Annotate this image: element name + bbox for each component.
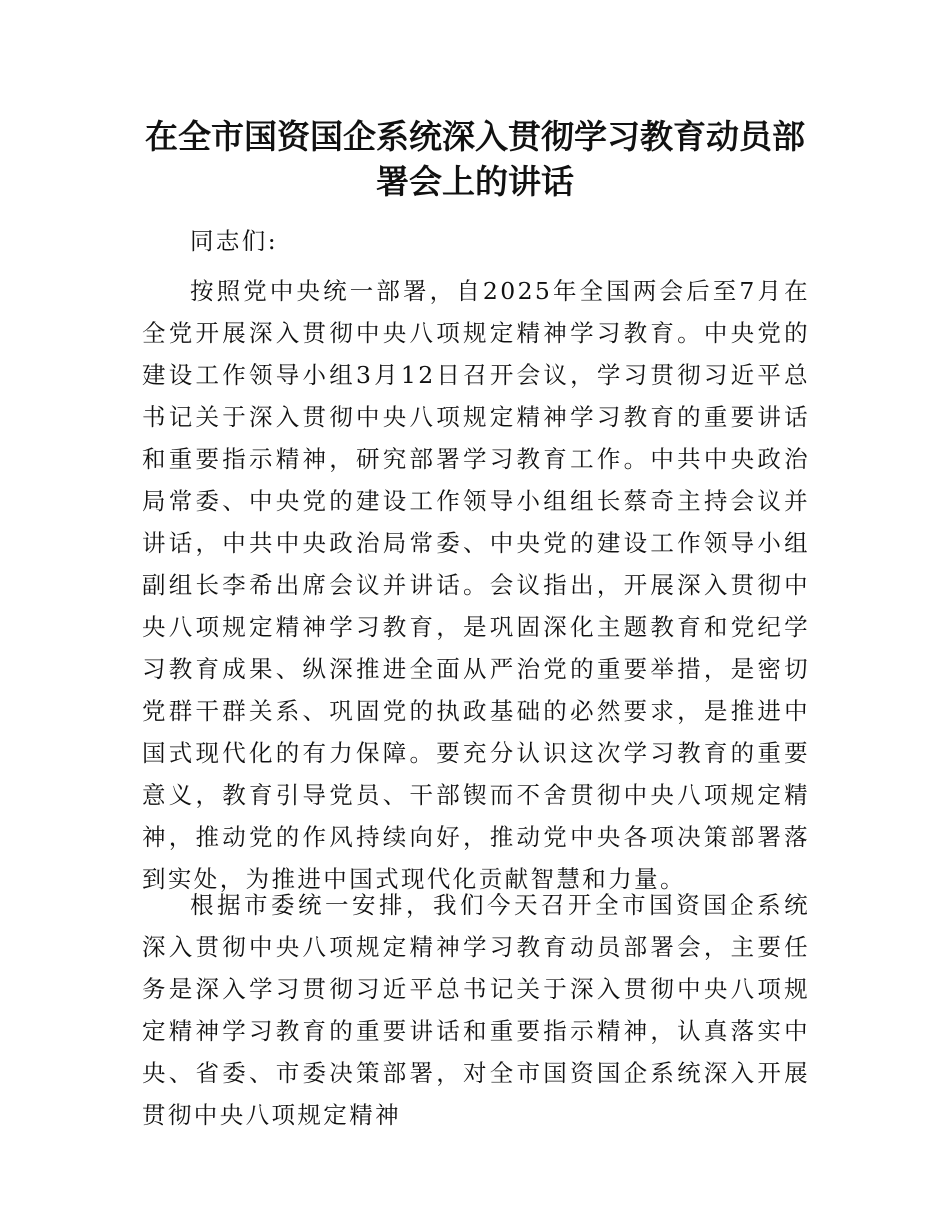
greeting: 同志们:: [190, 227, 279, 255]
document-title: 在全市国资国企系统深入贯彻学习教育动员部署会上的讲话: [145, 117, 805, 201]
paragraph-2: 根据市委统一安排，我们今天召开全市国资国企系统深入贯彻中央八项规定精神学习教育动员部署会，主要任务是深入学习贯彻习近平总书记关于深入贯彻中央八项规定精神学习教育的重要讲话和重要指示精神，认真落实中央、省委、市委决策部署，对全市国资国企系统深入开展贯彻中央八项规定精神: [142, 891, 810, 1129]
paragraph-1: 按照党中央统一部署，自2025年全国两会后至7月在全党开展深入贯彻中央八项规定精神学习教育。中央党的建设工作领导小组3月12日召开会议，学习贯彻习近平总书记关于深入贯彻中央八项规定精神学习教育的重要讲话和重要指示精神，研究部署学习教育工作。中共中央政治局常委、中央党的建设工作领导小组组长蔡奇主持会议并讲话，中共中央政治局常委、中央党的建设工作领导小组副组长李希出席会议并讲话。会议指出，开展深入贯彻中央八项规定精神学习教育，是巩固深化主题教育和党纪学习教育成果、纵深推进全面从严治党的重要举措，是密切党群干群关系、巩固党的执政基础的必然要求，是推进中国式现代化的有力保障。要充分认识这次学习教育的重要意义，教育引导党员、干部锲而不舍贯彻中央八项规定精神，推动党的作风持续向好，推动党中央各项决策部署落到实处，为推进中国式现代化贡献智慧和力量。: [142, 277, 810, 893]
